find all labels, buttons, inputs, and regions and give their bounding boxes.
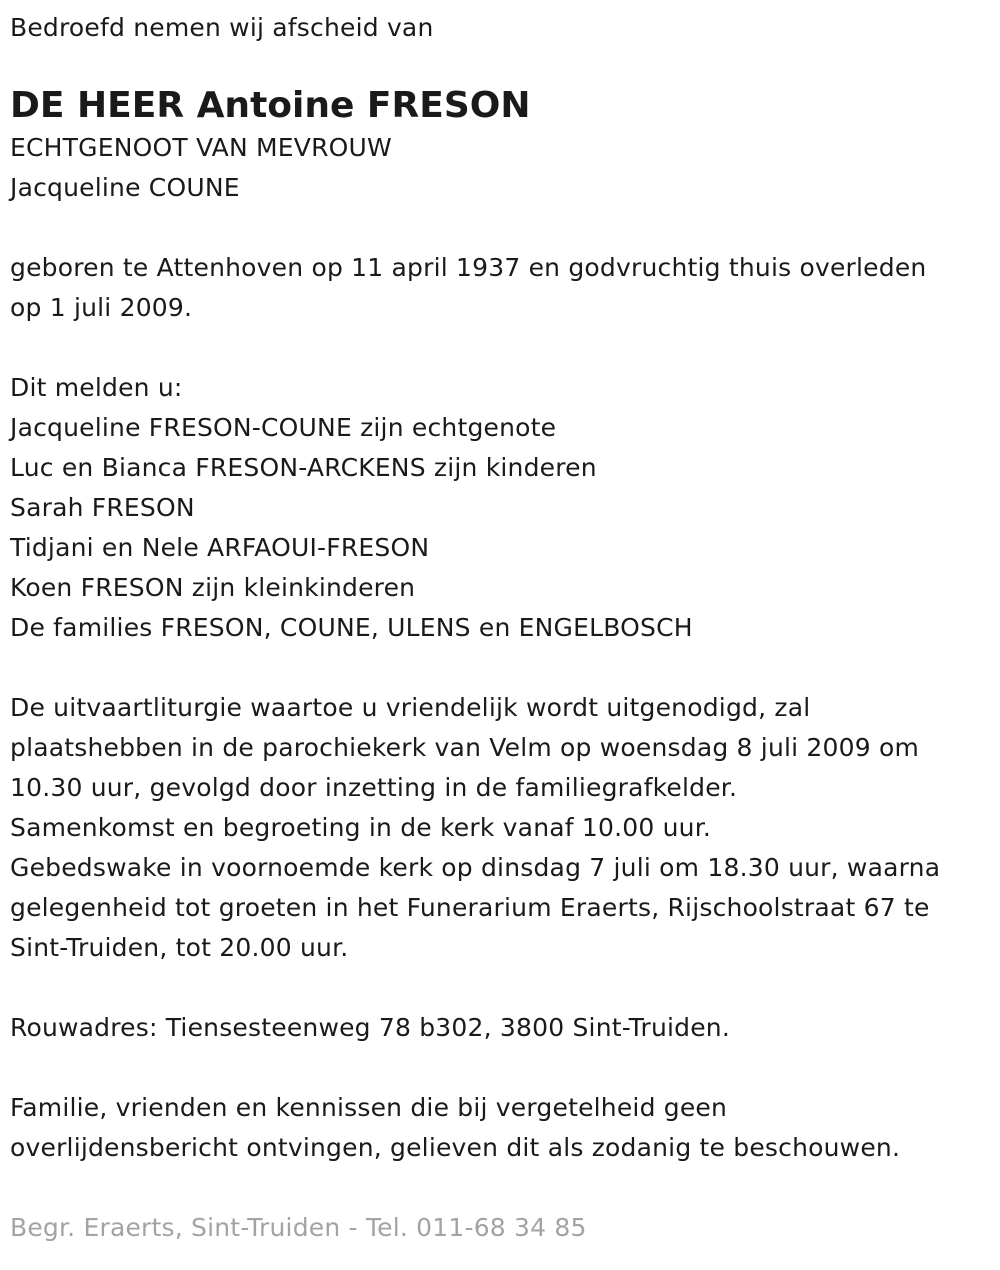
announcer-line: Koen FRESON zijn kleinkinderen bbox=[10, 573, 416, 602]
announcers-section bbox=[10, 368, 1000, 648]
announcers-heading: Dit melden u: bbox=[10, 373, 183, 402]
announcer-line: Sarah FRESON bbox=[10, 493, 195, 522]
funeral-home-footer: Begr. Eraerts, Sint-Truiden - Tel. 011-68 34 85 bbox=[10, 1213, 587, 1242]
paragraph-line: Gebedswake in voornoemde kerk op dinsdag 7 juli om 18.30 uur, waarna bbox=[10, 853, 941, 882]
paragraph-line: Familie, vrienden en kennissen die bij vergetelheid geen bbox=[10, 1093, 728, 1122]
deceased-name: DE HEER Antoine FRESON bbox=[10, 85, 531, 126]
intro-text: Bedroefd nemen wij afscheid van bbox=[10, 13, 434, 42]
paragraph-line: De uitvaartliturgie waartoe u vriendelijk wordt uitgenodigd, zal bbox=[10, 693, 811, 722]
ceremony-paragraph bbox=[10, 688, 1000, 968]
spacer bbox=[10, 968, 1000, 1008]
paragraph-line: Samenkomst en begroeting in de kerk vanaf 10.00 uur. bbox=[10, 813, 712, 842]
paragraph-line: plaatshebben in de parochiekerk van Velm op woensdag 8 juli 2009 om bbox=[10, 733, 920, 762]
announcer-line: Tidjani en Nele ARFAOUI-FRESON bbox=[10, 533, 430, 562]
announcer-line: Luc en Bianca FRESON-ARCKENS zijn kinderen bbox=[10, 453, 597, 482]
paragraph-line: 10.30 uur, gevolgd door inzetting in de familiegrafkelder. bbox=[10, 773, 738, 802]
spacer bbox=[10, 648, 1000, 688]
birth-death-paragraph bbox=[10, 248, 1000, 328]
spouse-title: ECHTGENOOT VAN MEVROUW bbox=[10, 133, 392, 162]
mourning-address: Rouwadres: Tiensesteenweg 78 b302, 3800 Sint-Truiden. bbox=[10, 1013, 730, 1042]
paragraph-line: Sint-Truiden, tot 20.00 uur. bbox=[10, 933, 349, 962]
spacer bbox=[10, 1048, 1000, 1088]
paragraph-line: overlijdensbericht ontvingen, gelieven dit als zodanig te beschouwen. bbox=[10, 1133, 901, 1162]
paragraph-line: gelegenheid tot groeten in het Funerarium Eraerts, Rijschoolstraat 67 te bbox=[10, 893, 930, 922]
spouse-name: Jacqueline COUNE bbox=[10, 173, 240, 202]
spacer bbox=[10, 328, 1000, 368]
spacer bbox=[10, 208, 1000, 248]
closing-paragraph bbox=[10, 1088, 1000, 1168]
announcer-line: De families FRESON, COUNE, ULENS en ENGELBOSCH bbox=[10, 613, 693, 642]
paragraph-line: op 1 juli 2009. bbox=[10, 293, 193, 322]
paragraph-line: geboren te Attenhoven op 11 april 1937 en godvruchtig thuis overleden bbox=[10, 253, 927, 282]
announcer-line: Jacqueline FRESON-COUNE zijn echtgenote bbox=[10, 413, 557, 442]
spacer bbox=[10, 1168, 1000, 1208]
